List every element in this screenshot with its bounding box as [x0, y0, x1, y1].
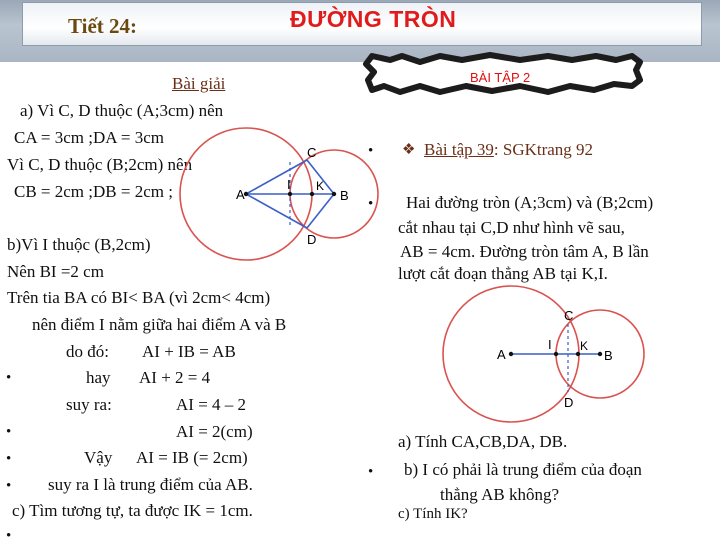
- segment-ac: [246, 160, 307, 194]
- point-b: [598, 352, 602, 356]
- label-c: C: [564, 308, 574, 323]
- exercise-source: : SGKtrang 92: [493, 140, 594, 159]
- problem-line: Hai đường tròn (A;3cm) và (B;2cm): [406, 193, 654, 212]
- solution-line: Vì C, D thuộc (B;2cm) nên: [7, 155, 193, 174]
- solution-line: Trên tia BA có BI< BA (vì 2cm< 4cm): [7, 288, 271, 307]
- solution-line: CA = 3cm ;DA = 3cm: [14, 128, 164, 147]
- point-b: [332, 192, 336, 196]
- point-k: [310, 192, 314, 196]
- question-line: b) I có phải là trung điểm của đoạn: [404, 460, 642, 479]
- diamond-icon: ❖: [402, 142, 416, 158]
- solution-line: Nên BI =2 cm: [7, 262, 104, 281]
- bullet: •: [6, 478, 12, 494]
- problem-line: lượt cắt đoạn thẳng AB tại K,I.: [398, 264, 608, 283]
- solution-line: AI + 2 = 4: [139, 368, 211, 387]
- label-i: I: [548, 337, 552, 352]
- exercise-number: Bài tập 39: [424, 140, 494, 159]
- segment-ad: [246, 194, 307, 228]
- label-k: K: [316, 179, 325, 193]
- figure-right: [443, 286, 644, 422]
- label-k: K: [580, 339, 589, 353]
- point-i: [288, 192, 292, 196]
- solution-line: c) Tìm tương tự, ta được IK = 1cm.: [12, 501, 253, 520]
- point-i: [554, 352, 558, 356]
- solution-line: suy ra:: [66, 395, 112, 414]
- label-d: D: [564, 395, 574, 410]
- label-a: A: [236, 187, 245, 202]
- solution-line: AI = 2(cm): [176, 422, 253, 441]
- bullet: •: [368, 464, 374, 480]
- solution-line: Vậy: [84, 448, 113, 467]
- solution-line: do đó:: [66, 342, 109, 361]
- bullet: •: [6, 370, 12, 386]
- label-c: C: [307, 145, 317, 160]
- figure-left: [180, 128, 378, 260]
- bullet: •: [6, 528, 12, 544]
- bullet: •: [6, 451, 12, 467]
- solution-line: nên điểm I nằm giữa hai điểm A và B: [32, 315, 287, 334]
- question-line: c) Tính IK?: [398, 506, 468, 522]
- bullet: •: [368, 196, 374, 212]
- question-line: a) Tính CA,CB,DA, DB.: [398, 432, 568, 451]
- problem-line: cắt nhau tại C,D như hình vẽ sau,: [398, 218, 625, 237]
- solution-line: AI + IB = AB: [142, 342, 236, 361]
- bullet: •: [368, 143, 374, 159]
- solution-line: AI = IB (= 2cm): [136, 448, 248, 467]
- question-line: thẳng AB không?: [440, 485, 559, 504]
- label-i: I: [287, 177, 291, 192]
- point-a: [509, 352, 513, 356]
- label-d: D: [307, 232, 317, 247]
- solution-line: hay: [86, 368, 111, 387]
- solution-line: CB = 2cm ;DB = 2cm ;: [14, 182, 173, 201]
- solution-heading: Bài giải: [172, 74, 226, 93]
- solution-line: a) Vì C, D thuộc (A;3cm) nên: [20, 101, 224, 120]
- solution-line: AI = 4 – 2: [176, 395, 247, 414]
- solution-line: b)Vì I thuộc (B,2cm): [7, 235, 151, 254]
- exercise-label: BÀI TẬP 2: [470, 70, 531, 85]
- lesson-number: Tiết 24:: [68, 14, 138, 38]
- bullet: •: [6, 424, 12, 440]
- problem-line: AB = 4cm. Đường tròn tâm A, B lần: [400, 242, 649, 261]
- solution-line: suy ra I là trung điểm của AB.: [48, 475, 253, 494]
- label-b: B: [604, 348, 613, 363]
- label-b: B: [340, 188, 349, 203]
- page-title: ĐƯỜNG TRÒN: [290, 6, 457, 32]
- label-a: A: [497, 347, 506, 362]
